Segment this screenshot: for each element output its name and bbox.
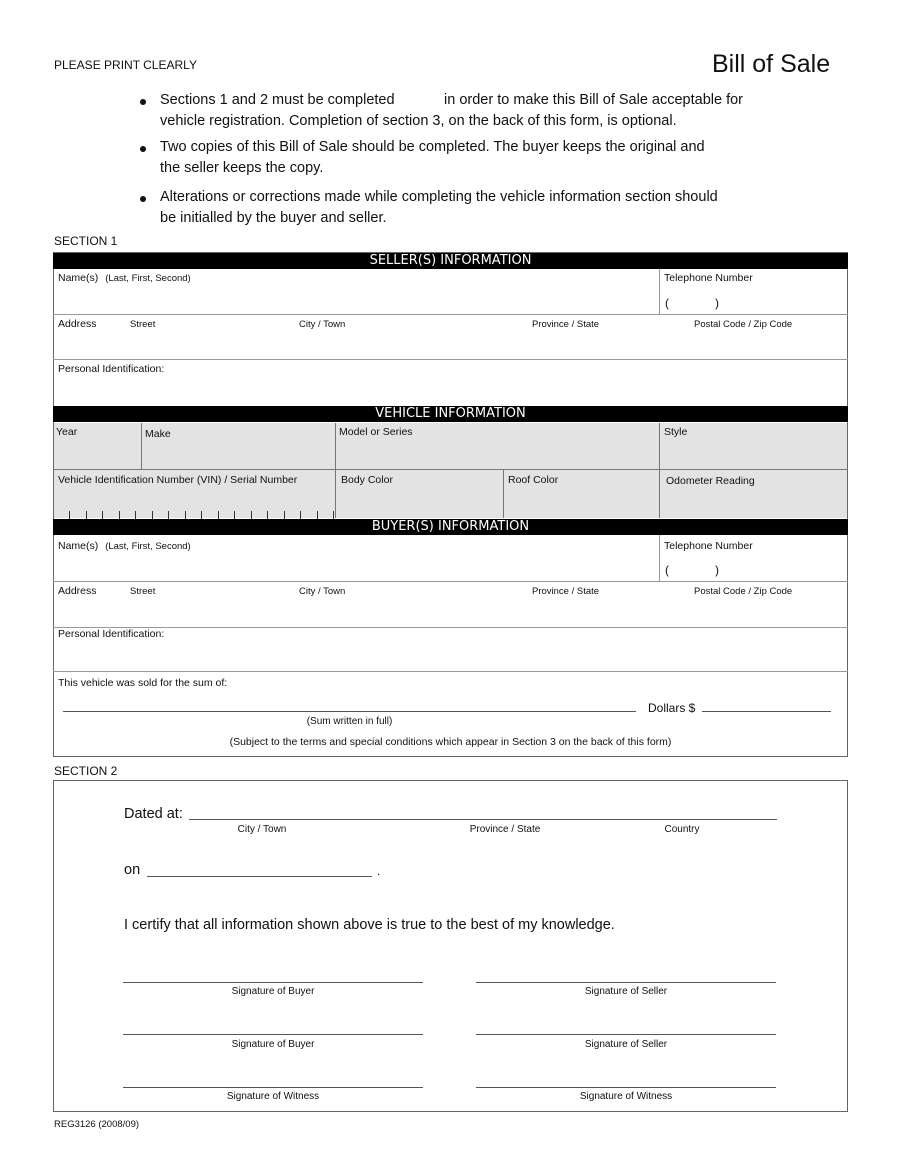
divider xyxy=(53,671,848,672)
page-title: Bill of Sale xyxy=(712,50,831,78)
seller-city-label: City / Town xyxy=(299,319,346,330)
vehicle-vin-label: Vehicle Identification Number (VIN) / Serial Number xyxy=(58,474,298,486)
vehicle-year-label: Year xyxy=(56,426,78,438)
vin-tick xyxy=(284,511,285,519)
section-1-label: SECTION 1 xyxy=(54,234,118,248)
buyer-personal-id-label: Personal Identification: xyxy=(58,628,165,640)
dated-city-caption: City / Town xyxy=(237,824,287,835)
vin-tick xyxy=(317,511,318,519)
vehicle-body-color-label: Body Color xyxy=(341,474,393,486)
vin-tick xyxy=(201,511,202,519)
instruction-3-line2: be initialled by the buyer and seller. xyxy=(160,210,387,226)
vehicle-style-label: Style xyxy=(664,426,688,438)
instruction-2-line2: the seller keeps the copy. xyxy=(160,160,324,176)
on-label: on xyxy=(124,862,141,878)
seller-names-label: Name(s) xyxy=(58,272,99,284)
buyer-city-label: City / Town xyxy=(299,586,346,597)
seller-telephone-paren-open: ( xyxy=(665,296,669,310)
divider xyxy=(503,469,504,518)
dollars-label: Dollars $ xyxy=(648,701,696,715)
seller-province-label: Province / State xyxy=(532,319,600,330)
vin-tick xyxy=(119,511,120,519)
divider xyxy=(53,469,848,470)
seller-signature-line-1[interactable] xyxy=(476,982,776,983)
vehicle-model-label: Model or Series xyxy=(339,426,413,438)
divider xyxy=(53,314,848,315)
seller-signature-line-2[interactable] xyxy=(476,1034,776,1035)
vehicle-make-label: Make xyxy=(145,428,171,440)
buyer-witness-signature-caption: Signature of Witness xyxy=(226,1091,320,1102)
seller-telephone-label: Telephone Number xyxy=(664,272,753,284)
dated-at-label: Dated at: xyxy=(124,806,183,822)
vin-tick xyxy=(218,511,219,519)
vehicle-heading: VEHICLE INFORMATION xyxy=(53,406,848,422)
vin-tick xyxy=(69,511,70,519)
date-line[interactable] xyxy=(147,876,372,877)
buyer-witness-signature-line[interactable] xyxy=(123,1087,423,1088)
buyer-address-label: Address xyxy=(58,585,97,597)
buyer-signature-caption-2: Signature of Buyer xyxy=(231,1039,315,1050)
section-2-label: SECTION 2 xyxy=(54,764,118,778)
form-code: REG3126 (2008/09) xyxy=(54,1119,140,1130)
divider xyxy=(659,269,660,314)
divider xyxy=(53,627,848,628)
buyer-heading: BUYER(S) INFORMATION xyxy=(53,519,848,535)
buyer-names-label: Name(s) xyxy=(58,540,99,552)
vin-tick xyxy=(300,511,301,519)
buyer-signature-caption-1: Signature of Buyer xyxy=(231,986,315,997)
vin-tick xyxy=(333,511,334,519)
dated-at-line[interactable] xyxy=(189,819,777,820)
dated-province-caption: Province / State xyxy=(469,824,541,835)
instruction-1-line2: vehicle registration. Completion of section 3, on the back of this form, is optional. xyxy=(160,113,677,129)
seller-street-label: Street xyxy=(130,319,156,330)
divider xyxy=(659,535,660,581)
buyer-province-label: Province / State xyxy=(532,586,600,597)
buyer-names-field[interactable] xyxy=(58,540,191,552)
divider xyxy=(53,581,848,582)
seller-personal-id-label: Personal Identification: xyxy=(58,363,165,375)
dated-country-caption: Country xyxy=(664,824,700,835)
instruction-2-line1: Two copies of this Bill of Sale should be completed. The buyer keeps the original and xyxy=(160,139,705,155)
dollars-amount-line[interactable] xyxy=(702,711,831,712)
divider xyxy=(141,423,142,469)
buyer-postal-label: Postal Code / Zip Code xyxy=(694,586,793,597)
vin-tick xyxy=(102,511,103,519)
buyer-signature-line-2[interactable] xyxy=(123,1034,423,1035)
buyer-telephone-label: Telephone Number xyxy=(664,540,753,552)
buyer-street-label: Street xyxy=(130,586,156,597)
vehicle-roof-color-label: Roof Color xyxy=(508,474,559,486)
seller-heading: SELLER(S) INFORMATION xyxy=(53,253,848,269)
buyer-telephone-paren-open: ( xyxy=(665,563,669,577)
vin-tick xyxy=(86,511,87,519)
vin-tick xyxy=(135,511,136,519)
divider xyxy=(659,423,660,518)
seller-witness-signature-line[interactable] xyxy=(476,1087,776,1088)
vehicle-shade xyxy=(54,423,847,518)
bullet-icon xyxy=(140,196,146,202)
seller-names-field[interactable] xyxy=(58,272,191,284)
buyer-telephone-paren-close: ) xyxy=(715,563,719,577)
seller-signature-caption-1: Signature of Seller xyxy=(584,986,668,997)
bullet-icon xyxy=(140,99,146,105)
date-period: . xyxy=(377,864,381,878)
instruction-1-part1: Sections 1 and 2 must be completed xyxy=(160,92,395,108)
divider xyxy=(335,423,336,518)
vin-tick xyxy=(267,511,268,519)
seller-postal-label: Postal Code / Zip Code xyxy=(694,319,793,330)
subject-note: (Subject to the terms and special conditions which appear in Section 3 on the back of this form) xyxy=(229,736,672,748)
instruction-3-line1: Alterations or corrections made while completing the vehicle information section should xyxy=(160,189,718,205)
print-clearly-note: PLEASE PRINT CLEARLY xyxy=(54,58,197,72)
vin-tick xyxy=(185,511,186,519)
sum-written-line[interactable] xyxy=(63,711,636,712)
buyer-names-hint: (Last, First, Second) xyxy=(105,541,191,552)
vehicle-odometer-label: Odometer Reading xyxy=(666,475,755,487)
seller-witness-signature-caption: Signature of Witness xyxy=(579,1091,673,1102)
divider xyxy=(53,359,848,360)
vin-tick xyxy=(152,511,153,519)
seller-names-hint: (Last, First, Second) xyxy=(105,273,191,284)
sold-for-label: This vehicle was sold for the sum of: xyxy=(58,677,228,689)
vin-tick xyxy=(251,511,252,519)
instruction-1-part2: in order to make this Bill of Sale acceptable for xyxy=(444,92,744,108)
vin-tick xyxy=(168,511,169,519)
sum-written-caption: (Sum written in full) xyxy=(306,716,393,727)
seller-signature-caption-2: Signature of Seller xyxy=(584,1039,668,1050)
buyer-signature-line-1[interactable] xyxy=(123,982,423,983)
certify-text: I certify that all information shown above is true to the best of my knowledge. xyxy=(124,917,615,933)
seller-telephone-paren-close: ) xyxy=(715,296,719,310)
seller-address-label: Address xyxy=(58,318,97,330)
vin-tick xyxy=(234,511,235,519)
bullet-icon xyxy=(140,146,146,152)
